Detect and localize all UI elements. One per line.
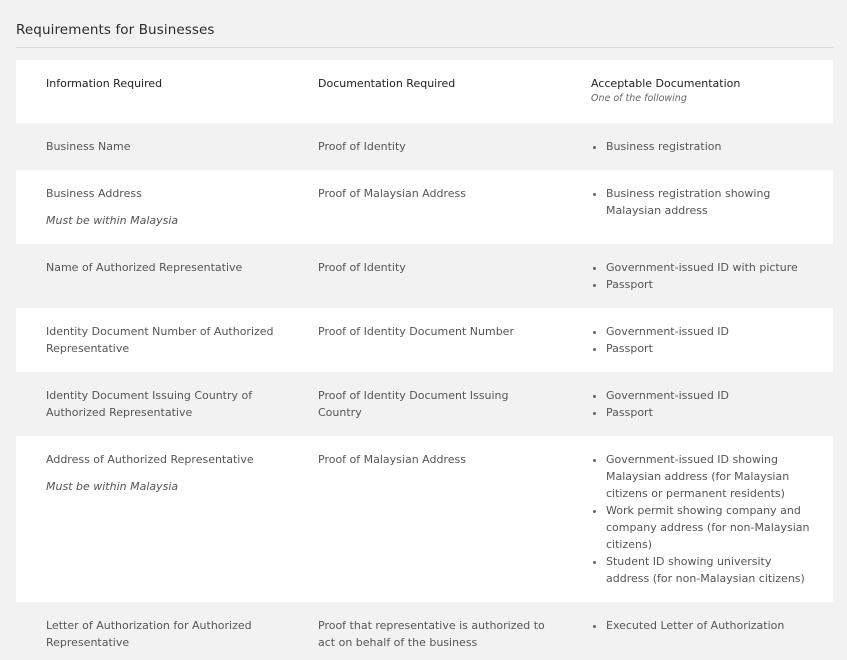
info-note: Must be within Malaysia xyxy=(46,480,179,493)
info-text: Address of Authorized Representative xyxy=(46,453,254,466)
table-header-row xyxy=(16,60,833,123)
info-note: Must be within Malaysia xyxy=(46,214,179,227)
accept-cell xyxy=(591,323,816,357)
accept-item: Government-issued ID xyxy=(591,387,816,404)
accept-list xyxy=(591,617,816,634)
accept-item: Business registration showing Malaysian address xyxy=(591,185,816,219)
info-text: Letter of Authorization for Authorized Representative xyxy=(46,619,252,649)
info-cell xyxy=(46,138,276,155)
accept-item: Government-issued ID with picture xyxy=(591,259,816,276)
accept-cell xyxy=(591,259,816,293)
accept-item: Student ID showing university address (for non-Malaysian citizens) xyxy=(591,553,816,587)
info-text: Identity Document Issuing Country of Authorized Representative xyxy=(46,389,253,419)
table-row xyxy=(16,602,833,660)
header-acceptable-label: Acceptable Documentation xyxy=(591,77,741,90)
accept-cell xyxy=(591,451,816,587)
title-divider xyxy=(16,47,833,48)
accept-cell xyxy=(591,617,816,634)
docs-cell: Proof of Malaysian Address xyxy=(318,453,466,466)
accept-cell xyxy=(591,138,816,155)
docs-cell: Proof of Identity xyxy=(318,261,406,274)
header-acceptable-documentation xyxy=(591,75,816,106)
info-cell xyxy=(46,259,276,276)
info-text: Name of Authorized Representative xyxy=(46,261,243,274)
accept-item: Executed Letter of Authorization xyxy=(591,617,816,634)
table-row xyxy=(16,308,833,372)
info-cell xyxy=(46,451,276,495)
requirements-table xyxy=(16,60,833,660)
info-cell xyxy=(46,323,276,357)
accept-item: Passport xyxy=(591,340,816,357)
accept-item: Government-issued ID xyxy=(591,323,816,340)
docs-cell: Proof that representative is authorized to act on behalf of the business xyxy=(318,619,545,649)
accept-list xyxy=(591,451,816,587)
accept-list xyxy=(591,138,816,155)
docs-cell: Proof of Identity Document Issuing Country xyxy=(318,389,509,419)
info-text: Identity Document Number of Authorized Representative xyxy=(46,325,274,355)
accept-item: Government-issued ID showing Malaysian address (for Malaysian citizens or permanent residents) xyxy=(591,451,816,502)
table-row xyxy=(16,123,833,170)
table-row xyxy=(16,170,833,244)
info-cell xyxy=(46,387,276,421)
accept-item: Work permit showing company and company address (for non-Malaysian citizens) xyxy=(591,502,816,553)
table-row xyxy=(16,436,833,602)
table-row xyxy=(16,244,833,308)
accept-list xyxy=(591,185,816,219)
docs-cell: Proof of Malaysian Address xyxy=(318,187,466,200)
section-title: Requirements for Businesses xyxy=(16,22,215,38)
docs-cell: Proof of Identity Document Number xyxy=(318,325,514,338)
accept-cell xyxy=(591,185,816,219)
info-text: Business Address xyxy=(46,187,142,200)
accept-list xyxy=(591,259,816,293)
accept-cell xyxy=(591,387,816,421)
info-text: Business Name xyxy=(46,140,131,153)
docs-cell: Proof of Identity xyxy=(318,140,406,153)
accept-list xyxy=(591,387,816,421)
accept-item: Business registration xyxy=(591,138,816,155)
table-row xyxy=(16,372,833,436)
header-acceptable-sub: One of the following xyxy=(591,93,687,104)
accept-item: Passport xyxy=(591,404,816,421)
info-cell xyxy=(46,185,276,229)
accept-item: Passport xyxy=(591,276,816,293)
accept-list xyxy=(591,323,816,357)
info-cell xyxy=(46,617,276,651)
header-documentation-required: Documentation Required xyxy=(318,77,456,90)
header-information-required: Information Required xyxy=(46,77,163,90)
